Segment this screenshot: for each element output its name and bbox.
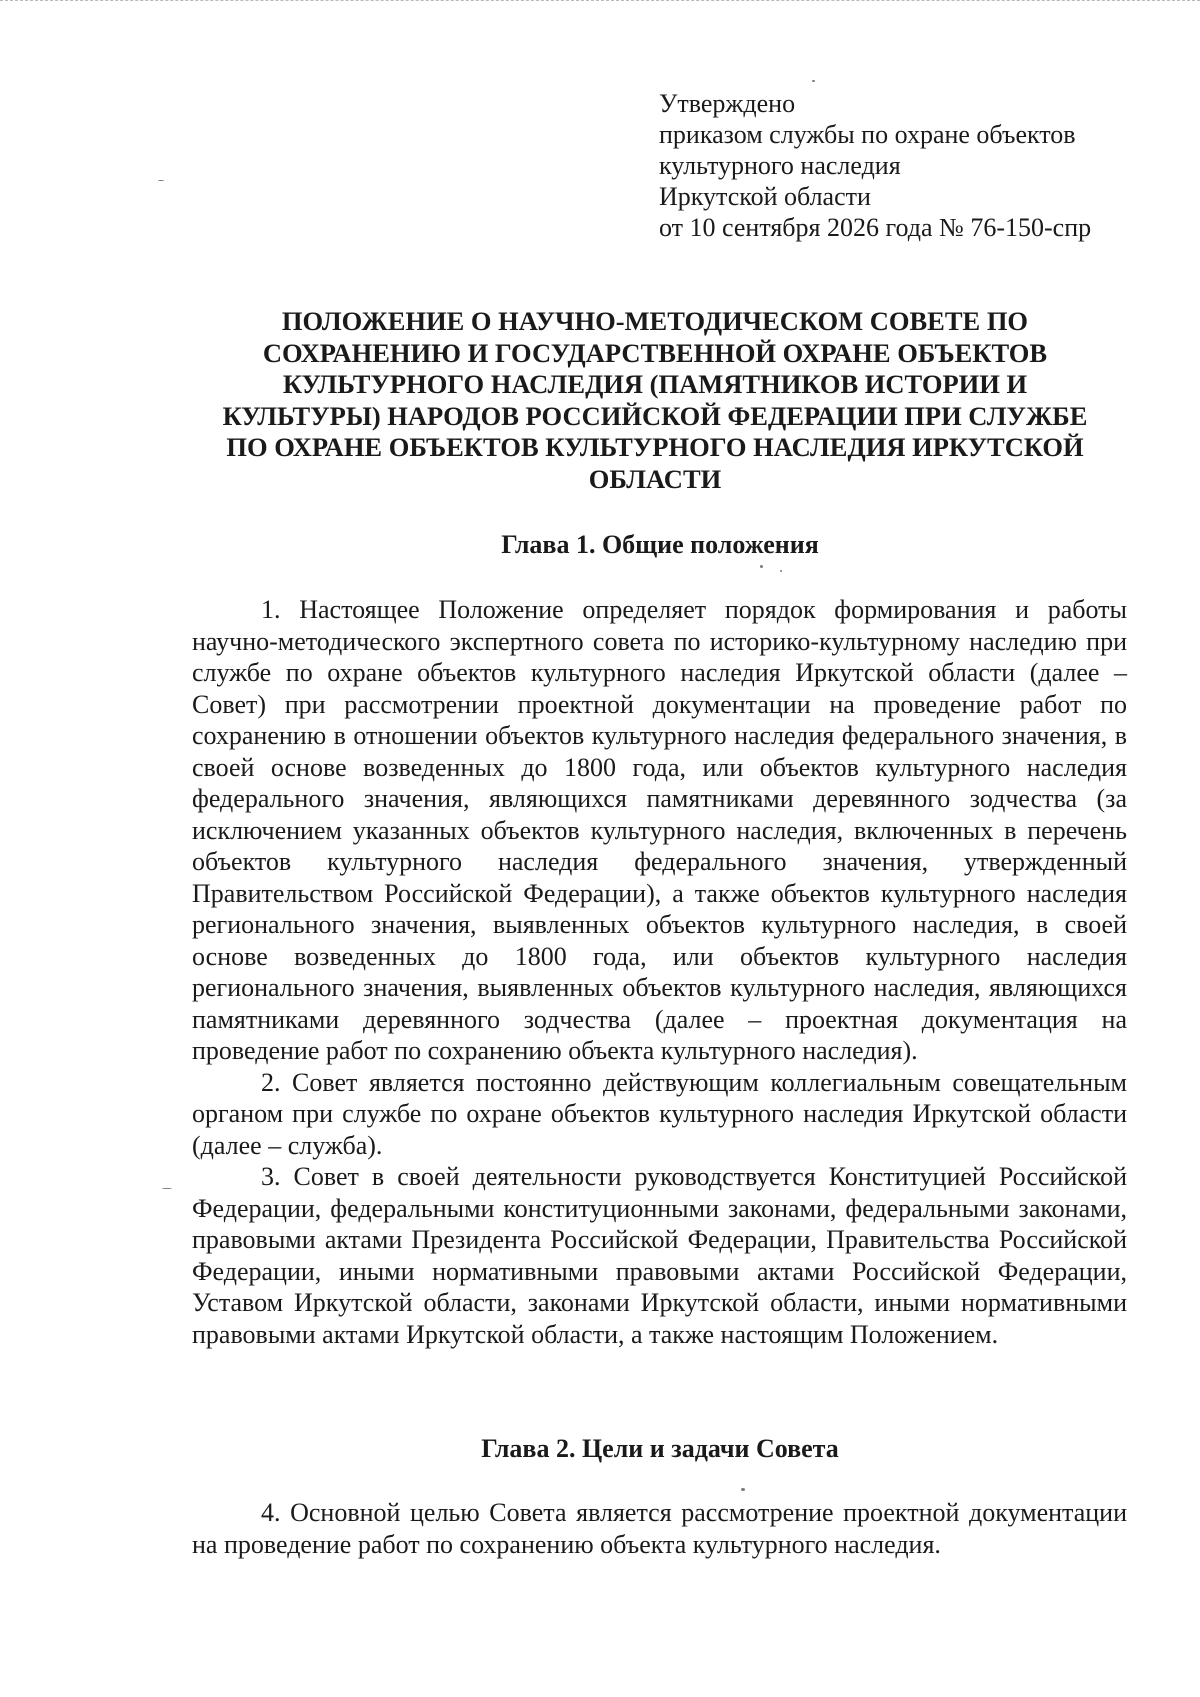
approval-block — [659, 88, 1179, 243]
title-line: ПО ОХРАНЕ ОБЪЕКТОВ КУЛЬТУРНОГО НАСЛЕДИЯ ИРКУТСКОЙ — [226, 432, 1084, 462]
paragraph-1: 1. Настоящее Положение определяет порядок формирования и работы научно-методического экспертного совета по историко-культурному наследию при службе по охране объектов культурного наследия Иркутской области (далее – Совет) при рассмотрении проектной документации на проведение работ по сохранению в отношении объектов культурного наследия федерального значения, в своей основе возведенных до 1800 года, или объектов культурного наследия федерального значения, являющихся памятниками деревянного зодчества (за исключением указанных объектов культурного наследия, включенных в перечень объектов культурного наследия федерального значения, утвержденный Правительством Российской Федерации), а также объектов культурного наследия регионального значения, выявленных объектов культурного наследия, в своей основе возведенных до 1800 года, или объектов культурного наследия регионального значения, выявленных объектов культурного наследия, являющихся памятниками деревянного зодчества (далее – проектная документация на проведение работ по сохранению объекта культурного наследия). — [192, 595, 1127, 1065]
approval-line: приказом службы по охране объектов — [659, 120, 1076, 149]
scan-speck — [780, 570, 782, 572]
scan-speck — [760, 565, 763, 568]
approval-line: Утверждено — [659, 89, 796, 118]
paragraph-3: 3. Совет в своей деятельности руководствуется Конституцией Российской Федерации, федеральными конституционными законами, федеральными законами, правовыми актами Президента Российской Федерации, Правительства Российской Федерации, иными нормативными правовыми актами Российской Федерации, Уставом Иркутской области, законами Иркутской области, иными нормативными правовыми актами Иркутской области, а также настоящим Положением. — [192, 1162, 1127, 1349]
paragraph-2: 2. Совет является постоянно действующим коллегиальным совещательным органом при службе по охране объектов культурного наследия Иркутской области (далее – служба). — [192, 1067, 1127, 1160]
scan-speck — [158, 180, 164, 181]
approval-line: от 10 сентября 2026 года № 76-150-спр — [659, 213, 1092, 242]
paragraph-4: 4. Основной целью Совета является рассмотрение проектной документации на проведение работ по сохранению объекта культурного наследия. — [192, 1498, 1127, 1559]
chapter-1-heading: Глава 1. Общие положения — [501, 530, 819, 559]
title-line: КУЛЬТУРЫ) НАРОДОВ РОССИЙСКОЙ ФЕДЕРАЦИИ ПРИ СЛУЖБЕ — [222, 400, 1088, 431]
document-title — [195, 306, 1115, 495]
approval-line: культурного наследия — [659, 151, 901, 180]
chapter-2-heading: Глава 2. Цели и задачи Совета — [481, 1434, 839, 1463]
scan-speck — [741, 1488, 745, 1491]
chapter-1-body — [192, 594, 1127, 1350]
title-line: ПОЛОЖЕНИЕ О НАУЧНО-МЕТОДИЧЕСКОМ СОВЕТЕ ПО — [281, 306, 1029, 336]
scan-speck — [812, 80, 815, 82]
title-line: СОХРАНЕНИЮ И ГОСУДАРСТВЕННОЙ ОХРАНЕ ОБЪЕКТОВ — [262, 337, 1048, 368]
approval-line: Иркутской области — [659, 182, 871, 211]
scan-speck — [162, 1188, 172, 1189]
chapter-2-body — [192, 1497, 1127, 1560]
scan-edge-line — [0, 0, 1200, 3]
title-line: ОБЛАСТИ — [588, 463, 722, 494]
title-line: КУЛЬТУРНОГО НАСЛЕДИЯ (ПАМЯТНИКОВ ИСТОРИИ И — [282, 369, 1028, 399]
